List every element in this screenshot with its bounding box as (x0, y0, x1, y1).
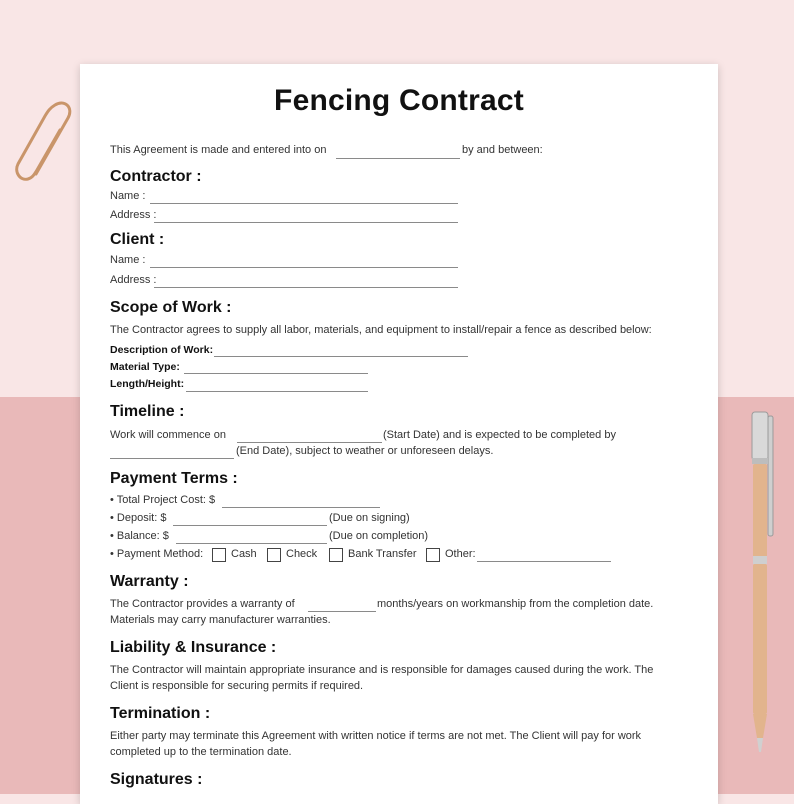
bank-transfer-checkbox[interactable] (329, 548, 343, 562)
deposit-field[interactable] (173, 525, 327, 526)
termination-text-2: completed up to the termination date. (110, 746, 292, 758)
signatures-heading: Signatures : (110, 771, 203, 788)
intro-text: This Agreement is made and entered into on (110, 144, 327, 156)
paperclip-icon (6, 96, 82, 188)
client-address-label: Address : (110, 274, 157, 286)
termination-text-1: Either party may terminate this Agreement with written notice if terms are not met. The Client will pay for work (110, 730, 642, 742)
contract-page (80, 64, 718, 804)
total-cost-label: • Total Project Cost: $ (110, 494, 216, 506)
total-cost-field[interactable] (222, 507, 380, 508)
payment-heading: Payment Terms : (110, 470, 238, 487)
contractor-name-field[interactable] (150, 203, 458, 204)
balance-note: (Due on completion) (329, 530, 429, 542)
page-title: Fencing Contract (274, 84, 524, 117)
other-checkbox[interactable] (426, 548, 440, 562)
contractor-address-label: Address : (110, 209, 157, 221)
client-name-label: Name : (110, 254, 146, 266)
payment-method-label: • Payment Method: (110, 548, 204, 560)
description-field[interactable] (214, 356, 468, 357)
balance-field[interactable] (176, 543, 327, 544)
client-address-field[interactable] (154, 287, 458, 288)
warranty-text-3: Materials may carry manufacturer warranties. (110, 614, 331, 626)
timeline-text-3: (End Date), subject to weather or unforeseen delays. (236, 445, 494, 457)
start-date-field[interactable] (237, 442, 382, 443)
scope-heading: Scope of Work : (110, 299, 232, 316)
length-label: Length/Height: (110, 378, 185, 390)
termination-heading: Termination : (110, 705, 211, 722)
client-heading: Client : (110, 231, 165, 248)
deposit-note: (Due on signing) (329, 512, 410, 524)
warranty-period-field[interactable] (308, 611, 376, 612)
balance-label: • Balance: $ (110, 530, 169, 542)
bank-transfer-option-label: Bank Transfer (348, 548, 417, 560)
check-checkbox[interactable] (267, 548, 281, 562)
description-label: Description of Work: (110, 344, 214, 356)
pen-icon (744, 406, 786, 766)
timeline-text-1: Work will commence on (110, 429, 226, 441)
contractor-name-label: Name : (110, 190, 146, 202)
check-option-label: Check (286, 548, 318, 560)
cash-option-label: Cash (231, 548, 257, 560)
liability-text-1: The Contractor will maintain appropriate insurance and is responsible for damages caused during the work. The (110, 664, 654, 676)
liability-text-2: Client is responsible for securing permits if required. (110, 680, 364, 692)
cash-checkbox[interactable] (212, 548, 226, 562)
warranty-text-1: The Contractor provides a warranty of (110, 598, 295, 610)
other-method-field[interactable] (477, 561, 611, 562)
warranty-text-2: months/years on workmanship from the completion date. (377, 598, 654, 610)
deposit-label: • Deposit: $ (110, 512, 167, 524)
scope-text: The Contractor agrees to supply all labor, materials, and equipment to install/repair a fence as described below: (110, 324, 652, 336)
length-field[interactable] (186, 391, 368, 392)
agreement-date-field[interactable] (336, 158, 460, 159)
intro-text-end: by and between: (462, 144, 543, 156)
warranty-heading: Warranty : (110, 573, 189, 590)
material-label: Material Type: (110, 361, 180, 373)
timeline-text-2: (Start Date) and is expected to be completed by (383, 429, 616, 441)
contractor-address-field[interactable] (154, 222, 458, 223)
material-field[interactable] (184, 373, 368, 374)
client-name-field[interactable] (150, 267, 458, 268)
contractor-heading: Contractor : (110, 168, 202, 185)
timeline-heading: Timeline : (110, 403, 185, 420)
other-option-label: Other: (445, 548, 476, 560)
liability-heading: Liability & Insurance : (110, 639, 277, 656)
end-date-field[interactable] (110, 458, 234, 459)
